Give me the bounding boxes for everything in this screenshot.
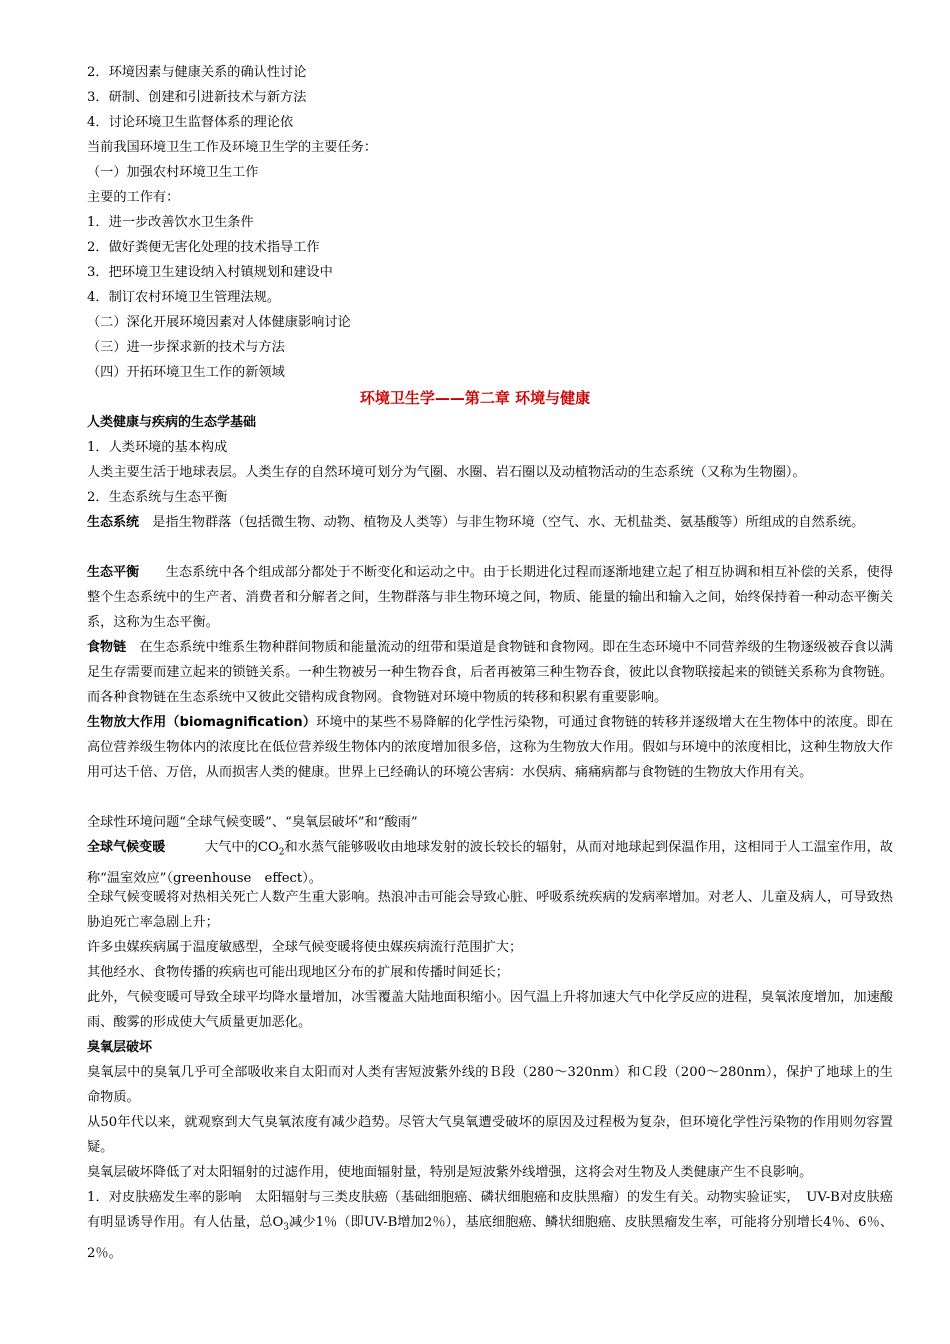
list-item: 3．把环境卫生建设纳入村镇规划和建设中 (87, 265, 333, 280)
paragraph-warming (87, 835, 893, 891)
subscript: 3 (283, 1222, 290, 1233)
paragraph: 从50年代以来，就观察到大气臭氧浓度有减少趋势。尽管大气臭氧遭受破坏的原因及过程极为复杂，但环境化学性污染物的作用则勿容置疑。 (87, 1115, 893, 1155)
paragraph-text: 减少1％（即UV-B增加2％），基底细胞癌、鳞状细胞癌、皮肤黑瘤发生率，可能将分别增长4％、6％、2％。 (87, 1215, 894, 1261)
term-text: 在生态系统中维系生物种群间物质和能量流动的纽带和渠道是食物链和食物网。即在生态环境中不同营养级的生物逐级被吞食以满足生存需要而建立起来的锁链关系。一种生物被另一种生物吞食，后者再被第三种生物吞食，彼此以食物联接起来的锁链关系称为食物链。而各种食物链在生态系统中又彼此交错构成食物网。食物链对环境中物质的转移和积累有重要影响。 (87, 640, 893, 705)
list-item: （一）加强农村环境卫生工作 (87, 165, 259, 180)
paragraph-food-chain (87, 635, 893, 710)
paragraph-skin-cancer (87, 1185, 893, 1266)
term-text: 生态系统中各个组成部分都处于不断变化和运动之中。由于长期进化过程而逐渐地建立起了相互协调和相互补偿的关系，使得整个生态系统中的生产者、消费者和分解者之间，生物群落与非生物环境之间，物质、能量的输出和输入之间，始终保持着一种动态平衡关系，这称为生态平衡。 (87, 565, 893, 630)
list-item: （二）深化开展环境因素对人体健康影响讨论 (87, 315, 351, 330)
list-item: （三）进一步探求新的技术与方法 (87, 340, 285, 355)
term-text: 大气中的CO (204, 840, 279, 855)
paragraph: 全球性环境问题“全球气候变暖”、“臭氧层破坏”和“酸雨” (87, 815, 418, 830)
paragraph-balance (87, 560, 893, 635)
section-heading: 人类健康与疾病的生态学基础 (87, 415, 257, 430)
term-text: 和水蒸气能够吸收由地球发射的波长较长的辐射，从而对地球起到保温作用，这相同于人工温室作用，故称“温室效应”（greenhouse effect）。 (87, 840, 893, 886)
term-biomagnification: 生物放大作用（biomagnification） (87, 715, 317, 730)
paragraph-ecosystem (87, 510, 893, 535)
subscript: 2 (278, 847, 285, 858)
paragraph: 臭氧层破坏降低了对太阳辐射的过滤作用，使地面辐射量，特别是短波紫外线增强，这将会对生物及人类健康产生不良影响。 (87, 1165, 813, 1180)
list-item: 4．制订农村环境卫生管理法规。 (87, 290, 281, 305)
paragraph: 许多虫媒疾病属于温度敏感型，全球气候变暖将使虫媒疾病流行范围扩大； (87, 940, 523, 955)
paragraph: 此外，气候变暖可导致全球平均降水量增加，冰雪覆盖大陆地面积缩小。因气温上升将加速大气中化学反应的进程，臭氧浓度增加，加速酸雨、酸雾的形成使大气质量更加恶化。 (87, 990, 893, 1030)
term-balance: 生态平衡 (87, 565, 140, 580)
paragraph: 臭氧层中的臭氧几乎可全部吸收来自太阳而对人类有害短波紫外线的Ｂ段（280～320nm）和Ｃ段（200～280nm），保护了地球上的生命物质。 (87, 1065, 893, 1105)
list-item: 1．进一步改善饮水卫生条件 (87, 215, 254, 230)
list-item: 3．研制、创建和引进新技术与新方法 (87, 90, 307, 105)
paragraph: 其他经水、食物传播的疾病也可能出现地区分布的扩展和传播时间延长； (87, 965, 509, 980)
chapter-title: 环境卫生学——第二章 环境与健康 (359, 389, 591, 407)
term-warming: 全球气候变暖 (87, 840, 166, 855)
term-food-chain: 食物链 (87, 640, 127, 655)
list-item: 主要的工作有： (87, 190, 180, 205)
term-ecosystem: 生态系统 (87, 515, 140, 530)
list-item: 当前我国环境卫生工作及环境卫生学的主要任务： (87, 140, 378, 155)
list-item: 1．人类环境的基本构成 (87, 440, 228, 455)
term-text: 是指生物群落（包括微生物、动物、植物及人类等）与非生物环境（空气、水、无机盐类、氨基酸等）所组成的自然系统。 (152, 515, 865, 530)
list-item: 2．生态系统与生态平衡 (87, 490, 228, 505)
paragraph: 人类主要生活于地球表层。人类生存的自然环境可划分为气圈、水圈、岩石圈以及动植物活动的生态系统（又称为生物圈）。 (87, 465, 806, 480)
list-item: 2．做好粪便无害化处理的技术指导工作 (87, 240, 320, 255)
list-item: （四）开拓环境卫生工作的新领域 (87, 365, 285, 380)
paragraph: 全球气候变暖将对热相关死亡人数产生重大影响。热浪冲击可能会导致心脏、呼吸系统疾病的发病率增加。对老人、儿童及病人，可导致热胁迫死亡率急剧上升； (87, 890, 893, 930)
list-item: 4．讨论环境卫生监督体系的理论依 (87, 115, 294, 130)
section-heading: 臭氧层破坏 (87, 1040, 153, 1055)
paragraph-biomagnification (87, 710, 893, 785)
paragraph-text: 1．对皮肤癌发生率的影响 太阳辐射与三类皮肤癌（基础细胞癌、磷状细胞癌和皮肤黑瘤）的发生有关。动物实验证实， UV-B对皮肤癌有明显诱导作用。有人估量，总O (87, 1190, 893, 1230)
term-text: 环境中的某些不易降解的化学性污染物，可通过食物链的转移并逐级增大在生物体中的浓度。即在高位营养级生物体内的浓度比在低位营养级生物体内的浓度增加很多倍，这称为生物放大作用。假如与环境中的浓度相比，这种生物放大作用可达千倍、万倍，从而损害人类的健康。世界上已经确认的环境公害病：水俣病、痛痛病都与食物链的生物放大作用有关。 (87, 715, 893, 780)
list-item: 2．环境因素与健康关系的确认性讨论 (87, 65, 307, 80)
